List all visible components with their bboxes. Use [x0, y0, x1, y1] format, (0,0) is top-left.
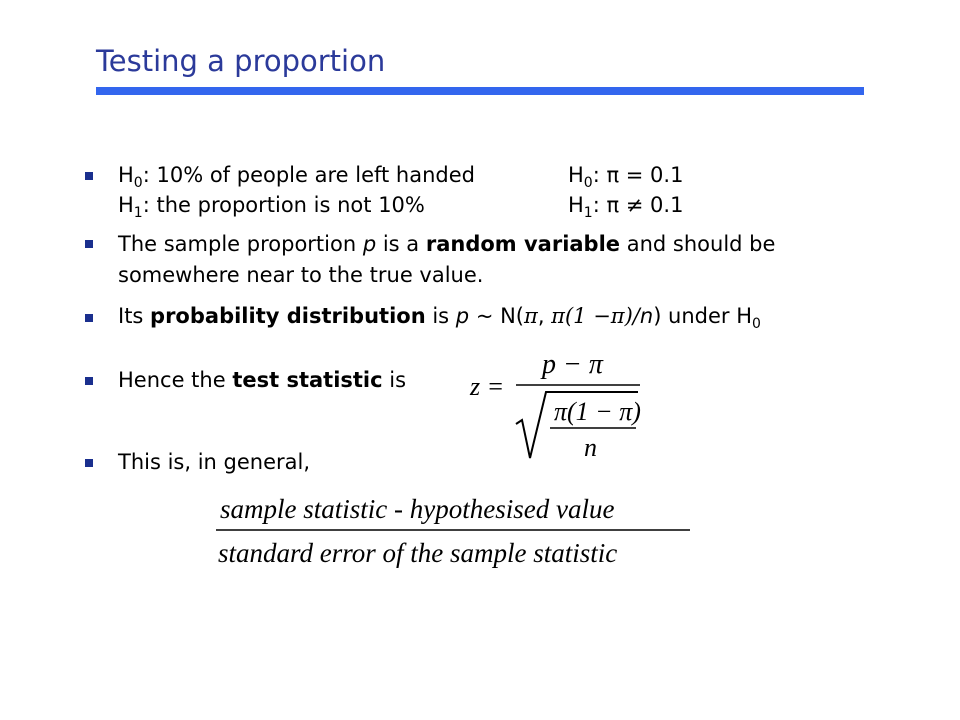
- general-formula: [212, 490, 702, 580]
- bullet-marker: [85, 314, 93, 322]
- z-numerator: p − π: [542, 349, 603, 380]
- h1-statement: $H_1$: the proportion is not 10%: [118, 193, 425, 221]
- sample-proportion-line-2: somewhere near to the true value.: [118, 263, 484, 287]
- bullet-marker: [85, 377, 93, 385]
- general-numerator: sample statistic - hypothesised value: [220, 494, 615, 524]
- z-radicand-numerator: π(1 − π): [554, 397, 641, 426]
- bullet-marker: [85, 172, 93, 180]
- h0-statement: $H_0$: 10% of people are left handed: [118, 163, 475, 191]
- bullet-marker: [85, 459, 93, 467]
- test-statistic-statement: Hence the test statistic is: [118, 368, 407, 392]
- z-lhs: z =: [470, 372, 505, 401]
- h0-equation: $H_0$: π = 0.1: [568, 163, 684, 191]
- distribution-statement: Its probability distribution is p ~ N(π, π(1 −π)/n) under $H_0$: [118, 304, 761, 332]
- z-radicand-denominator: n: [584, 433, 597, 462]
- slide-title: Testing a proportion: [96, 44, 386, 78]
- title-underline: [96, 87, 864, 95]
- sample-proportion-line-1: The sample proportion p is a random variable and should be: [118, 232, 776, 256]
- bullet-marker: [85, 240, 93, 248]
- h1-equation: $H_1$: π ≠ 0.1: [568, 193, 684, 221]
- general-statement: This is, in general,: [118, 450, 311, 474]
- general-denominator: standard error of the sample statistic: [218, 538, 618, 568]
- z-formula: [466, 348, 646, 466]
